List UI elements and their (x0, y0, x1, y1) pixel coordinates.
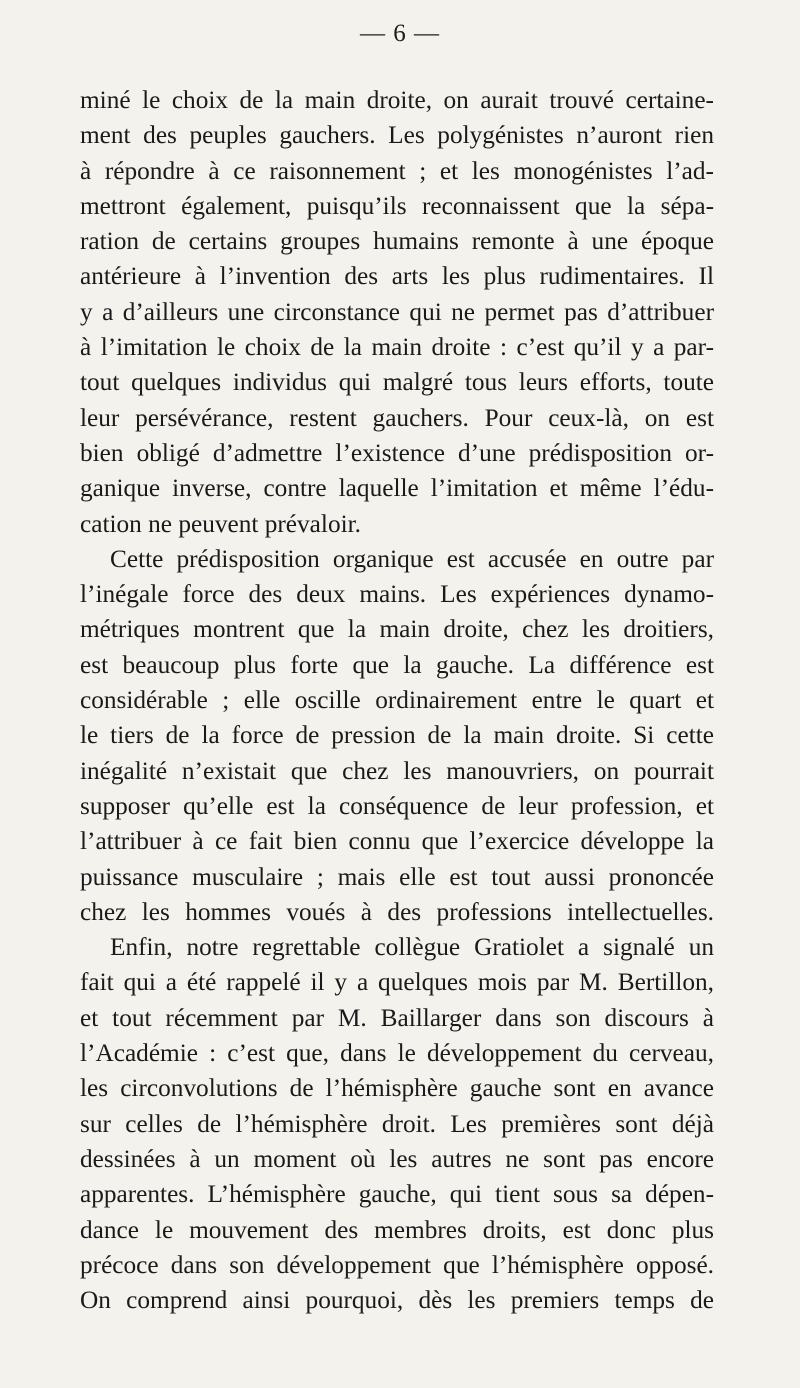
text-line: ment des peuples gauchers. Les polygénistes n’auront rien (80, 121, 714, 150)
text-line: mettront également, puisqu’ils reconnaissent que la sépa- (80, 191, 714, 220)
body-text (80, 83, 714, 1318)
text-line: fait qui a été rappelé il y a quelques mois par M. Bertillon, (80, 968, 714, 997)
text-line: On comprend ainsi pourquoi, dès les premiers temps de (80, 1286, 714, 1315)
text-line: leur persévérance, restent gauchers. Pour ceux-là, on est (80, 403, 714, 432)
text-line: supposer qu’elle est la conséquence de leur profession, et (80, 791, 714, 820)
text-line: dance le mouvement des membres droits, est donc plus (80, 1215, 714, 1244)
text-line: est beaucoup plus forte que la gauche. La différence est (80, 650, 714, 679)
text-line: dessinées à un moment où les autres ne sont pas encore (80, 1144, 714, 1173)
text-line: ganique inverse, contre laquelle l’imitation et même l’édu- (80, 474, 714, 503)
text-line: l’Académie : c’est que, dans le développement du cerveau, (80, 1039, 714, 1068)
text-line: y a d’ailleurs une circonstance qui ne permet pas d’attribuer (80, 297, 714, 326)
text-line: à l’imitation le choix de la main droite : c’est qu’il y a par- (80, 333, 714, 362)
text-line: le tiers de la force de pression de la main droite. Si cette (80, 721, 714, 750)
text-line: et tout récemment par M. Baillarger dans son discours à (80, 1003, 714, 1032)
text-line: l’inégale force des deux mains. Les expériences dynamo- (80, 580, 714, 609)
text-line: métriques montrent que la main droite, chez les droitiers, (80, 615, 714, 644)
text-line: les circonvolutions de l’hémisphère gauche sont en avance (80, 1074, 714, 1103)
text-line: considérable ; elle oscille ordinairement entre le quart et (80, 686, 714, 715)
text-line: Enfin, notre regrettable collègue Gratiolet a signalé un (110, 933, 714, 962)
text-line: cation ne peuvent prévaloir. (80, 509, 361, 538)
text-line: tout quelques individus qui malgré tous leurs efforts, toute (80, 368, 714, 397)
text-line: Cette prédisposition organique est accusée en outre par (110, 544, 714, 573)
text-line: l’attribuer à ce fait bien connu que l’exercice développe la (80, 827, 714, 856)
text-line: antérieure à l’invention des arts les plus rudimentaires. Il (80, 262, 714, 291)
text-line: puissance musculaire ; mais elle est tout aussi prononcée (80, 862, 714, 891)
page-number: — 6 — (360, 20, 440, 47)
text-line: bien obligé d’admettre l’existence d’une prédisposition or- (80, 438, 714, 467)
text-line: inégalité n’existait que chez les manouvriers, on pourrait (80, 756, 714, 785)
text-line: à répondre à ce raisonnement ; et les monogénistes l’ad- (80, 156, 714, 185)
text-line: sur celles de l’hémisphère droit. Les premières sont déjà (80, 1109, 714, 1138)
text-line: apparentes. L’hémisphère gauche, qui tient sous sa dépen- (80, 1180, 714, 1209)
text-line: précoce dans son développement que l’hémisphère opposé. (80, 1250, 714, 1279)
text-line: ration de certains groupes humains remonte à une époque (80, 227, 714, 256)
text-line: chez les hommes voués à des professions intellectuelles. (80, 897, 714, 926)
text-line: miné le choix de la main droite, on aurait trouvé certaine- (80, 86, 714, 114)
